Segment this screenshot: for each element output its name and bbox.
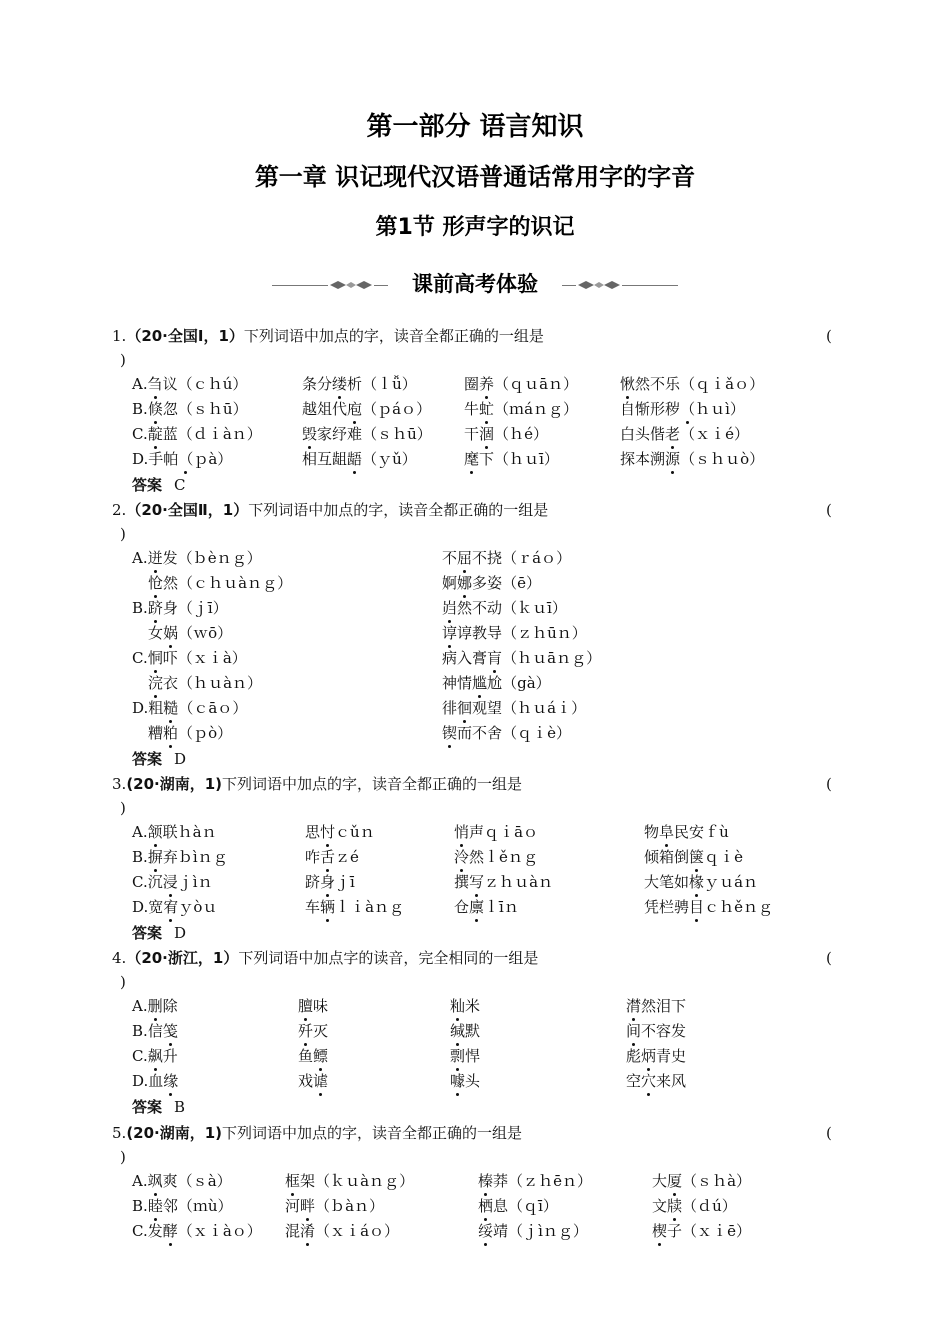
option-item: 间不容发 — [626, 1022, 687, 1040]
option-item: 牛虻（ｍáｎｇ） — [464, 400, 579, 418]
emphasis-dot-char: 潸 — [626, 997, 642, 1015]
emphasis-dot-char: 畔 — [300, 1197, 316, 1215]
option-item: 锲而不舍（ｑｉè） — [442, 724, 572, 742]
emphasis-dot-char: 笺 — [162, 1022, 178, 1040]
question-stem — [112, 948, 538, 968]
answer-value: D — [174, 750, 187, 768]
option-item: 白头偕老（ｘｉé） — [620, 425, 750, 443]
emphasis-dot-char: 穴 — [641, 1072, 657, 1090]
option-item: 歼灭 — [298, 1022, 329, 1040]
option-item: D.手帕（ｐà） — [132, 450, 233, 468]
option-item: 徘徊观望（ｈｕáｉ） — [442, 699, 587, 717]
answer-label: 答案 — [132, 476, 163, 494]
question-source: (20·湖南，1) — [126, 1124, 223, 1142]
option-item: 跻身ｊī — [305, 873, 355, 891]
question-text: 下列词语中加点的字，读音全都正确的一组是 — [222, 1124, 523, 1142]
option-item: 泠然ｌěｎｇ — [454, 848, 538, 866]
question-number: 1. — [112, 327, 127, 345]
question-number: 2. — [112, 501, 127, 519]
emphasis-dot-char: 宥 — [163, 898, 179, 916]
chapter-title: 第一章 识记现代汉语普通话常用字的字音 — [254, 162, 696, 191]
emphasis-dot-char: 愀 — [620, 375, 636, 393]
answer-line — [132, 749, 186, 769]
option-item: B.跻身（ｊī） — [132, 599, 228, 617]
answer-label: 答案 — [132, 750, 163, 768]
emphasis-dot-char: 榛 — [478, 1172, 494, 1190]
option-item: 榛莽（ｚｈēｎ） — [478, 1172, 592, 1190]
option-item: 条分缕析（ｌǚ） — [302, 375, 417, 393]
option-item: 文牍（ｄú） — [652, 1197, 737, 1215]
option-item: 干涸（ｈé） — [464, 425, 548, 443]
option-item: 浣衣（ｈｕàｎ） — [148, 674, 263, 692]
answer-paren-right: ) — [120, 799, 126, 817]
emphasis-dot-char: 厦 — [667, 1172, 683, 1190]
answer-line — [132, 1097, 185, 1117]
option-item: C.沉浸ｊìｎ — [132, 873, 213, 891]
diamond-ornament-icon — [576, 279, 622, 291]
emphasis-dot-char: 倏 — [147, 400, 163, 418]
emphasis-dot-char: 酵 — [162, 1222, 178, 1240]
emphasis-dot-char: 浸 — [162, 873, 178, 891]
emphasis-dot-char: 娜 — [457, 574, 473, 592]
emphasis-dot-char: 缄 — [450, 1022, 466, 1040]
section-title: 第1节 形声字的识记 — [375, 215, 575, 240]
option-item: 栖息（ｑī） — [478, 1197, 558, 1215]
option-item: 鱼鳔 — [298, 1047, 329, 1065]
emphasis-dot-char: 缕 — [332, 375, 348, 393]
option-item: C.飙升 — [132, 1047, 178, 1065]
option-item: 凭栏骋目ｃｈěｎｇ — [644, 898, 774, 916]
emphasis-dot-char: 飒 — [147, 1172, 163, 1190]
question-number: 5. — [112, 1124, 127, 1142]
option-item: 岿然不动（ｋｕī） — [442, 599, 567, 617]
option-item: B.倏忽（ｓｈū） — [132, 400, 248, 418]
emphasis-dot-char: 尴 — [472, 674, 488, 692]
option-item: D.粗糙（ｃāｏ） — [132, 699, 248, 717]
answer-paren-left: ( — [826, 501, 832, 519]
emphasis-dot-char: 栖 — [478, 1197, 494, 1215]
option-item: 籼米 — [450, 997, 481, 1015]
emphasis-dot-char: 肓 — [487, 649, 503, 667]
part-title: 第一部分 语言知识 — [366, 112, 584, 142]
option-item: 倾箱倒箧ｑｉè — [644, 848, 743, 866]
question-stem — [112, 774, 522, 794]
emphasis-dot-char: 忖 — [320, 823, 336, 841]
emphasis-dot-char: 迸 — [147, 549, 163, 567]
option-item: 咋舌ｚé — [305, 848, 359, 866]
emphasis-dot-char: 怆 — [148, 574, 164, 592]
emphasis-dot-char: 廪 — [469, 898, 485, 916]
emphasis-dot-char: 膻 — [298, 997, 314, 1015]
emphasis-dot-char: 楔 — [652, 1222, 668, 1240]
option-item: 撰写ｚｈｕàｎ — [454, 873, 554, 891]
option-item: A.迸发（ｂèｎｇ） — [132, 549, 262, 567]
emphasis-dot-char: 剽 — [450, 1047, 466, 1065]
emphasis-dot-char: 毁 — [302, 425, 318, 443]
question-source: （20·全国Ⅰ，1） — [126, 327, 244, 345]
option-item: C.靛蓝（ｄｉàｎ） — [132, 425, 262, 443]
option-item: B.摒弃ｂìｎｇ — [132, 848, 228, 866]
option-item: 河畔（ｂàｎ） — [285, 1197, 385, 1215]
answer-value: D — [174, 924, 187, 942]
question-number: 3. — [112, 775, 127, 793]
emphasis-dot-char: 身 — [320, 873, 336, 891]
question-source: （20·浙江，1） — [126, 949, 239, 967]
answer-line — [132, 475, 186, 495]
answer-label: 答案 — [132, 924, 163, 942]
emphasis-dot-char: 写 — [469, 873, 485, 891]
banner-rule-left — [272, 285, 328, 286]
question-text: 下列词语中加点的字，读音全都正确的一组是 — [222, 775, 523, 793]
option-item: 车辆ｌｉàｎｇ — [305, 898, 405, 916]
emphasis-dot-char: （ — [178, 450, 194, 468]
answer-paren-left: ( — [826, 775, 832, 793]
option-item: 混淆（ｘｉáｏ） — [285, 1222, 400, 1240]
emphasis-dot-char: 麾 — [464, 450, 480, 468]
emphasis-dot-char: 缘 — [163, 1072, 179, 1090]
emphasis-dot-char: 噱 — [450, 1072, 466, 1090]
option-item: 潸然泪下 — [626, 997, 687, 1015]
emphasis-dot-char: （ — [680, 400, 696, 418]
emphasis-dot-char: 炳 — [641, 1047, 657, 1065]
emphasis-dot-char: 箧 — [689, 848, 705, 866]
option-item: 物阜民安ｆù — [644, 823, 729, 841]
emphasis-dot-char: 庖 — [347, 400, 363, 418]
option-item: 病入膏肓（ｈｕāｎｇ） — [442, 649, 602, 667]
option-item: 麾下（ｈｕī） — [464, 450, 559, 468]
question-text: 下列词语中加点的字，读音全都正确的一组是 — [243, 327, 544, 345]
option-item: 怆然（ｃｈｕàｎｇ） — [148, 574, 293, 592]
option-item: 谆谆教导（ｚｈūｎ） — [442, 624, 587, 642]
emphasis-dot-char: 目 — [689, 898, 705, 916]
emphasis-dot-char: 悄 — [454, 823, 470, 841]
emphasis-dot-char: 浣 — [148, 674, 164, 692]
option-item: 空穴来风 — [626, 1072, 687, 1090]
answer-value: C — [174, 476, 186, 494]
emphasis-dot-char: 牍 — [667, 1197, 683, 1215]
option-item: 仓廪ｌīｎ — [454, 898, 519, 916]
emphasis-dot-char: 徊 — [457, 699, 473, 717]
section-banner — [272, 268, 678, 302]
emphasis-dot-char: 颔 — [147, 823, 163, 841]
answer-paren-right: ) — [120, 351, 126, 369]
option-item: 大笔如椽ｙｕáｎ — [644, 873, 759, 891]
option-item: 绥靖（ｊìｎｇ） — [478, 1222, 588, 1240]
option-item: 相互龃龉（ｙǔ） — [302, 450, 417, 468]
question-source: (20·湖南，1) — [126, 775, 223, 793]
option-item: 圈养（ｑｕāｎ） — [464, 375, 579, 393]
emphasis-dot-char: 籼 — [450, 997, 466, 1015]
option-item: 思忖ｃǔｎ — [305, 823, 375, 841]
answer-value: B — [174, 1098, 186, 1116]
question-text: 下列词语中加点的字，读音全都正确的一组是 — [248, 501, 549, 519]
question-stem — [112, 326, 544, 346]
emphasis-dot-char: 辆 — [320, 898, 336, 916]
emphasis-dot-char: 淆 — [300, 1222, 316, 1240]
option-item: B.信笺 — [132, 1022, 178, 1040]
question-stem — [112, 500, 548, 520]
option-item: 膻味 — [298, 997, 329, 1015]
option-item: 女娲（ｗō） — [148, 624, 233, 642]
option-item: 框架（ｋｕàｎｇ） — [285, 1172, 415, 1190]
banner-title: 课前高考体验 — [412, 272, 538, 296]
emphasis-dot-char: 泠 — [454, 848, 470, 866]
emphasis-dot-char: 屈 — [457, 549, 473, 567]
option-item: 婀娜多姿（ē） — [442, 574, 541, 592]
emphasis-dot-char: 绥 — [478, 1222, 494, 1240]
option-item: 自惭形秽（ｈｕì） — [620, 400, 745, 418]
option-item: 缄默 — [450, 1022, 481, 1040]
emphasis-dot-char: 舌 — [320, 848, 336, 866]
emphasis-dot-char: 鳔 — [313, 1047, 329, 1065]
option-item: 噱头 — [450, 1072, 481, 1090]
option-item: 戏谑 — [298, 1072, 329, 1090]
emphasis-dot-char: 椽 — [689, 873, 705, 891]
option-item: 彪炳青史 — [626, 1047, 687, 1065]
emphasis-dot-char: 飙 — [147, 1047, 163, 1065]
banner-rule-right-inner — [562, 285, 576, 286]
option-item: 剽悍 — [450, 1047, 481, 1065]
answer-paren-right: ) — [120, 525, 126, 543]
option-item: D.血缘 — [132, 1072, 179, 1090]
option-item: C.恫吓（ｘｉà） — [132, 649, 247, 667]
emphasis-dot-char: 跻 — [147, 599, 163, 617]
emphasis-dot-char: 恫 — [147, 649, 163, 667]
option-item: C.发酵（ｘｉàｏ） — [132, 1222, 262, 1240]
banner-rule-right — [622, 285, 678, 286]
option-item: 毁家纾难（ｓｈū） — [302, 425, 432, 443]
question-text: 下列词语中加点字的读音，完全相同的一组是 — [238, 949, 539, 967]
emphasis-dot-char: 阜 — [659, 823, 675, 841]
emphasis-dot-char: 源 — [665, 450, 681, 468]
emphasis-dot-char: 删 — [147, 997, 163, 1015]
emphasis-dot-char: 歼 — [298, 1022, 314, 1040]
option-item: A.删除 — [132, 997, 178, 1015]
option-item: A.飒爽（ｓà） — [132, 1172, 232, 1190]
emphasis-dot-char: 靛 — [147, 425, 163, 443]
emphasis-dot-char: 涸 — [479, 425, 495, 443]
emphasis-dot-char: 粕 — [163, 724, 179, 742]
option-item: 悄声ｑｉāｏ — [454, 823, 539, 841]
emphasis-dot-char: 老 — [665, 425, 681, 443]
answer-label: 答案 — [132, 1098, 163, 1116]
emphasis-dot-char: 养 — [479, 375, 495, 393]
option-item: 不屈不挠（ｒáｏ） — [442, 549, 572, 567]
emphasis-dot-char: 谑 — [313, 1072, 329, 1090]
emphasis-dot-char: 娲 — [163, 624, 179, 642]
option-item: 越俎代庖（ｐáｏ） — [302, 400, 432, 418]
answer-paren-right: ) — [120, 1148, 126, 1166]
option-item: A.刍议（ｃｈú） — [132, 375, 248, 393]
option-item: 探本溯源（ｓｈｕò） — [620, 450, 765, 468]
banner-rule-left-inner — [374, 285, 388, 286]
emphasis-dot-char: 糙 — [163, 699, 179, 717]
option-item: 大厦（ｓｈà） — [652, 1172, 752, 1190]
option-item: D.宽宥ｙòｕ — [132, 898, 218, 916]
emphasis-dot-char: 框 — [285, 1172, 301, 1190]
emphasis-dot-char: 刍 — [147, 375, 163, 393]
emphasis-dot-char: 岿 — [442, 599, 458, 617]
answer-paren-right: ) — [120, 973, 126, 991]
emphasis-dot-char: 间 — [626, 1022, 642, 1040]
question-source: （20·全国Ⅱ，1） — [126, 501, 249, 519]
answer-paren-left: ( — [826, 1124, 832, 1142]
answer-paren-left: ( — [826, 949, 832, 967]
emphasis-dot-char: 摒 — [147, 848, 163, 866]
emphasis-dot-char: 虻 — [479, 400, 495, 418]
option-item: 糟粕（ｐò） — [148, 724, 233, 742]
emphasis-dot-char: 龉 — [347, 450, 363, 468]
option-item: 神情尴尬（gà） — [442, 674, 551, 692]
question-stem — [112, 1123, 522, 1143]
emphasis-dot-char: 睦 — [147, 1197, 163, 1215]
emphasis-dot-char: 锲 — [442, 724, 458, 742]
option-item: 楔子（ｘｉē） — [652, 1222, 751, 1240]
question-number: 4. — [112, 949, 127, 967]
option-item: 愀然不乐（ｑｉǎｏ） — [620, 375, 765, 393]
diamond-ornament-icon — [328, 279, 374, 291]
answer-paren-left: ( — [826, 327, 832, 345]
answer-line — [132, 923, 186, 943]
emphasis-dot-char: 谆 — [442, 624, 458, 642]
option-item: A.颔联ｈàｎ — [132, 823, 217, 841]
option-item: B.睦邻（ｍù） — [132, 1197, 233, 1215]
